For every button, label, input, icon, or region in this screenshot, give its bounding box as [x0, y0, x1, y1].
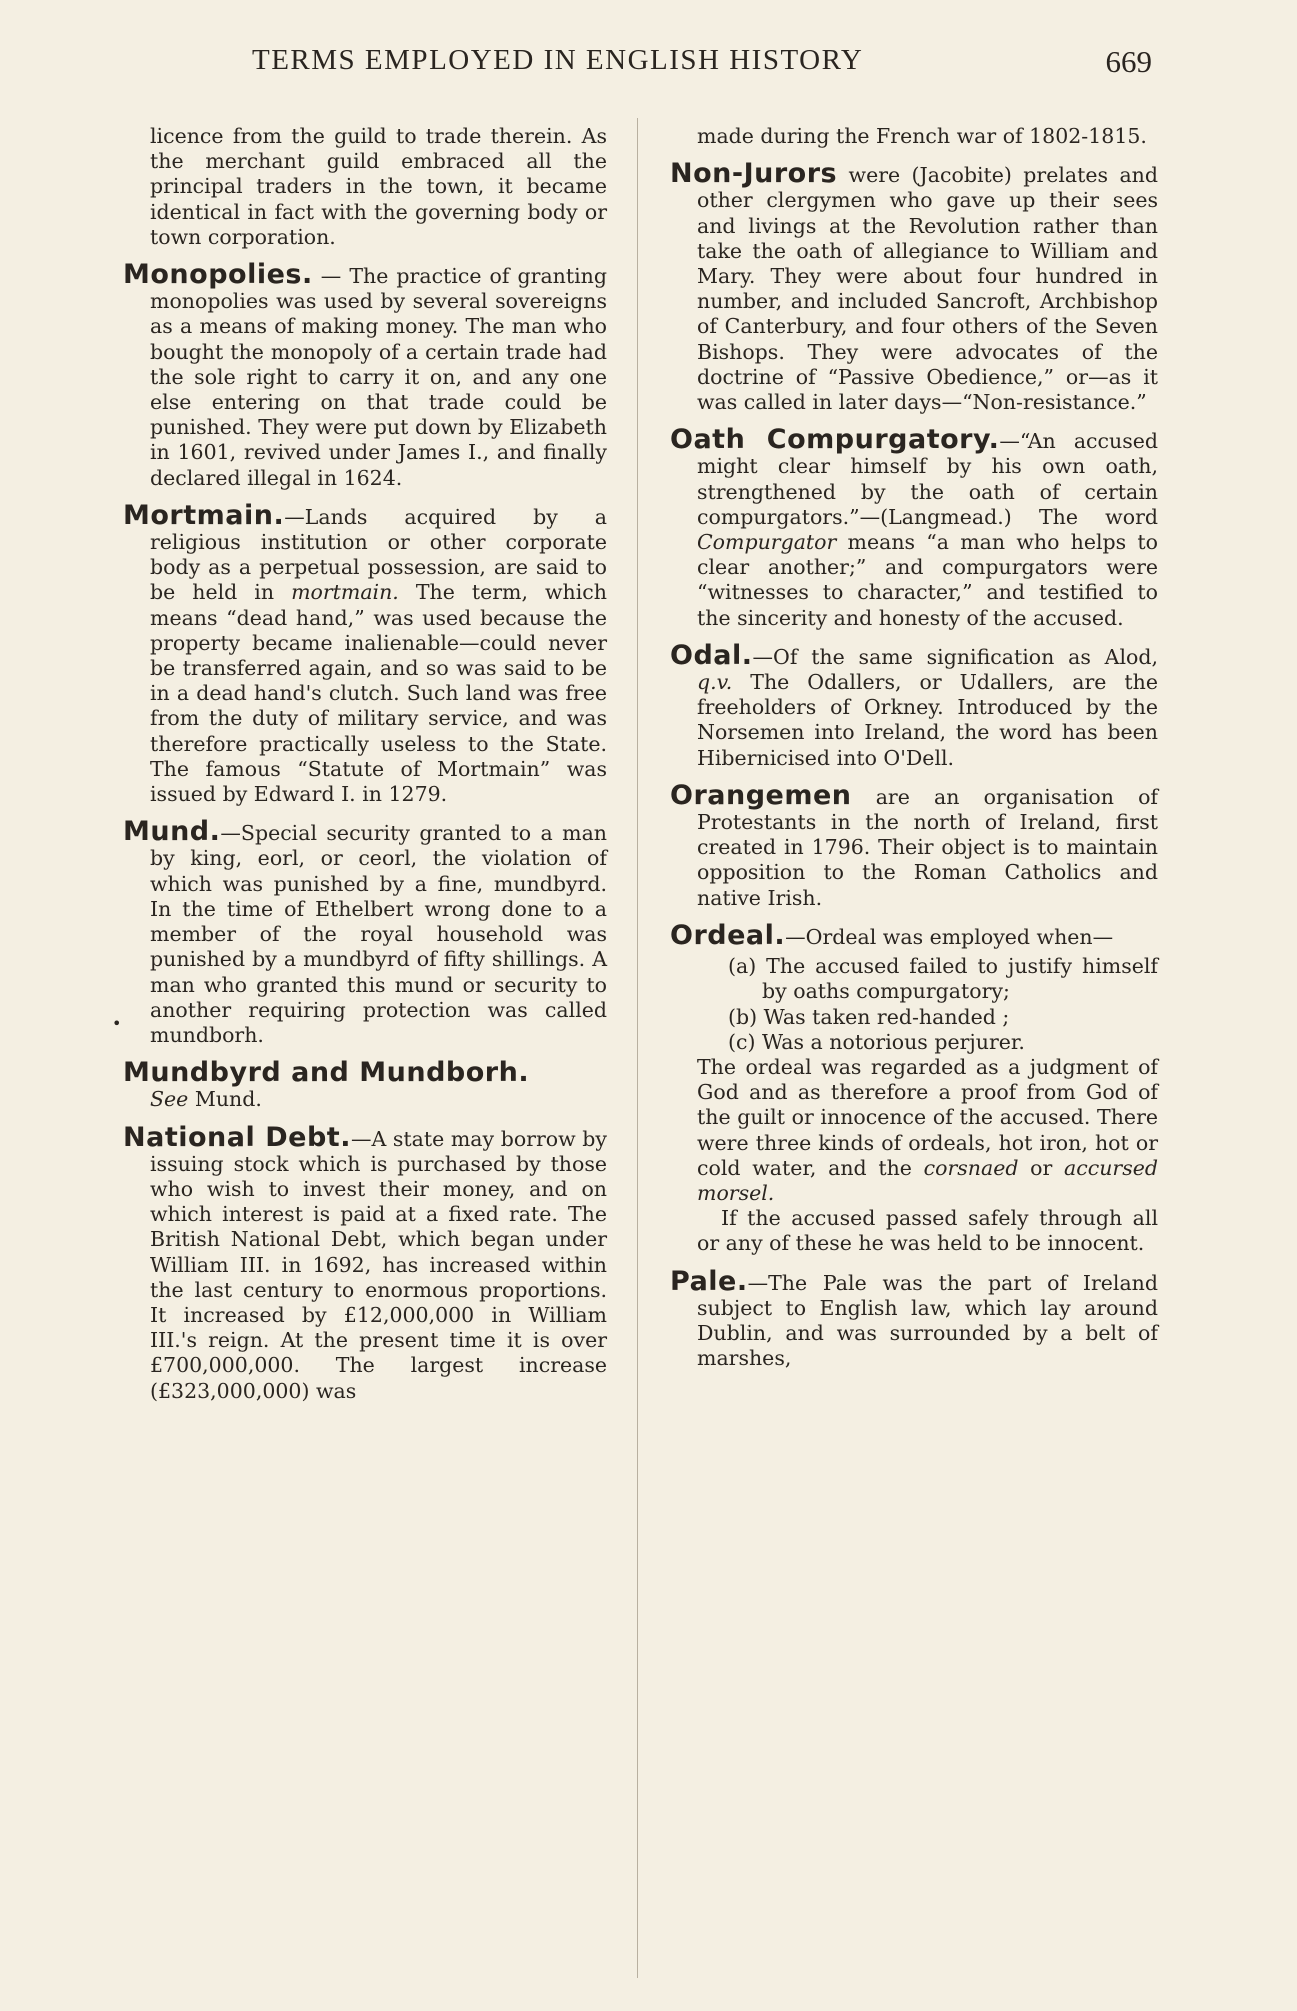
definition-national-debt: —A state may borrow by issuing stock which is purchased by those who wish to invest their money, and on which interest is paid at a fixed rate. The British National Debt, which began under William III. in 1692, has increased within the last century to enormous proportions. It increased by £12,000,000 in William III.'s reign. At the present time it is over £700,000,000. The largest increase (£323,000,000) was	[150, 1126, 607, 1403]
running-head	[252, 44, 1152, 84]
term-accursed-morsel: accursed morsel.	[697, 1155, 1158, 1205]
entry-non-jurors	[670, 158, 1158, 415]
headword-monopolies: Monopolies.	[123, 259, 313, 291]
ordeal-text-a: The ordeal was regarded as a judgment of God and as therefore a proof from God of the guilt or innocence of the accused. There were three kinds of ordeals, hot iron, hot or cold water, and the	[697, 1054, 1158, 1180]
ordeal-paragraph-2: If the accused passed safely through all or any of these he was held to be innocent.	[697, 1206, 1158, 1256]
right-column	[670, 124, 1158, 1383]
definition-pale: —The Pale was the part of Ireland subject to English law, which lay around Dublin, and was surrounded by a belt of marshes,	[697, 1270, 1158, 1371]
definition-oath-part2: means “a man who helps to clear another;” and compurgators were “witnesses to character,” and testified to the sincerity and honesty of the accused.	[697, 530, 1158, 630]
continued-entry-text: licence from the guild to trade therein. As the merchant guild embraced all the principal traders in the town, it became identical in fact with the governing body or town corporation.	[150, 124, 607, 249]
definition-orangemen: are an organisation of Protestants in the north of Ireland, first created in 1796. Their object is to maintain opposition to the Roman Catholics and native Irish.	[697, 784, 1158, 910]
definition-non-jurors: were (Jacobite) prelates and other clergymen who gave up their sees and livings at the Revolution rather than take the oath of allegiance to William and Mary. They were about four hundred in number, and included Sancroft, Archbishop of Canterbury, and four others of the Seven Bishops. They were advocates of the doctrine of “Passive Obedience,” or—as it was called in later days—“Non-resistance.”	[697, 163, 1158, 415]
ordeal-paragraph-1	[697, 1055, 1158, 1206]
term-corsnaed: corsnaed	[923, 1155, 1019, 1180]
definition-ordeal: —Ordeal was employed when—	[785, 924, 1114, 949]
term-compurgator: Compurgator	[697, 530, 837, 555]
entry-mundbyrd	[123, 1057, 607, 1112]
ordeal-cases-list	[670, 954, 1158, 1055]
entry-orangemen	[670, 779, 1158, 911]
column-divider	[637, 118, 638, 1978]
entry-mund	[123, 816, 607, 1048]
definition-oath-part1: —“An accused might clear himself by his own oath, strengthened by the oath of certain compurgators.”—(Langmead.) The word	[697, 429, 1158, 529]
headword-mundbyrd: Mundbyrd and Mundborh.	[123, 1057, 530, 1089]
entry-odal	[670, 639, 1158, 771]
entry-ordeal	[670, 919, 1158, 951]
list-item: (a) The accused failed to justify himself by oaths compurgatory;	[728, 954, 1158, 1004]
quod-vide: q.v.	[697, 670, 733, 695]
headword-oath-compurgatory: Oath Compurgatory.	[670, 424, 1000, 456]
running-title: TERMS EMPLOYED IN ENGLISH HISTORY	[252, 44, 864, 76]
ordeal-continuation	[670, 1055, 1158, 1257]
see-reference-target: Mund.	[188, 1087, 262, 1112]
left-column	[123, 124, 607, 1416]
headword-odal: Odal.	[670, 639, 753, 671]
headword-ordeal: Ordeal.	[670, 919, 786, 951]
headword-mund: Mund.	[123, 816, 221, 848]
definition-odal-part1: —Of the same signification as Alod,	[752, 644, 1158, 669]
list-item: (c) Was a notorious perjurer.	[728, 1029, 1025, 1054]
term-mortmain: mortmain.	[291, 580, 399, 605]
entry-oath-compurgatory	[670, 424, 1158, 631]
definition-mortmain-part2: The term, which means “dead hand,” was used because the property became inalienable—could never be transferred again, and so was said to be in a dead hand's clutch. Such land was free from the duty of military service, and was therefore practically useless to the State. The famous “Statute of Mortmain” was issued by Edward I. in 1279.	[150, 580, 607, 807]
headword-orangemen: Orangemen	[670, 779, 852, 811]
ordeal-text-or: or	[1018, 1155, 1065, 1180]
continued-entry-text: made during the French war of 1802-1815.	[697, 124, 1147, 148]
entry-monopolies	[123, 259, 607, 491]
definition-mortmain-part1: —Lands acquired by a religious institution or other corporate body as a perpetual possession, are said to be held in	[150, 504, 607, 605]
headword-pale: Pale.	[670, 1265, 748, 1297]
headword-national-debt: National Debt.	[123, 1121, 351, 1153]
definition-odal-part2: The Odallers, or Udallers, are the freeholders of Orkney. Introduced by the Norsemen into Ireland, the word has been Hibernicised into O'Dell.	[697, 670, 1158, 770]
definition-monopolies: — The practice of granting monopolies was used by several sovereigns as a means of making money. The man who bought the monopoly of a certain trade had the sole right to carry it on, and any one else entering on that trade could be punished. They were put down by Elizabeth in 1601, revived under James I., and finally declared illegal in 1624.	[150, 264, 607, 490]
page-number: 669	[1105, 44, 1152, 79]
list-item: (b) Was taken red-handed ;	[728, 1004, 1010, 1029]
definition-mund: —Special security granted to a man by king, eorl, or ceorl, the violation of which was punished by a fine, mundbyrd. In the time of Ethelbert wrong done to a member of the royal household was punished by a mundbyrd of fifty shillings. A man who granted this mund or security to another requiring protection was called mundborh.	[150, 821, 607, 1047]
entry-pale	[670, 1265, 1158, 1372]
entry-mortmain	[123, 499, 607, 807]
headword-non-jurors: Non-Jurors	[670, 158, 838, 190]
entry-national-debt	[123, 1121, 607, 1404]
headword-mortmain: Mortmain.	[123, 499, 285, 531]
margin-mark: •	[112, 1014, 122, 1033]
see-reference-label: See	[150, 1087, 189, 1112]
